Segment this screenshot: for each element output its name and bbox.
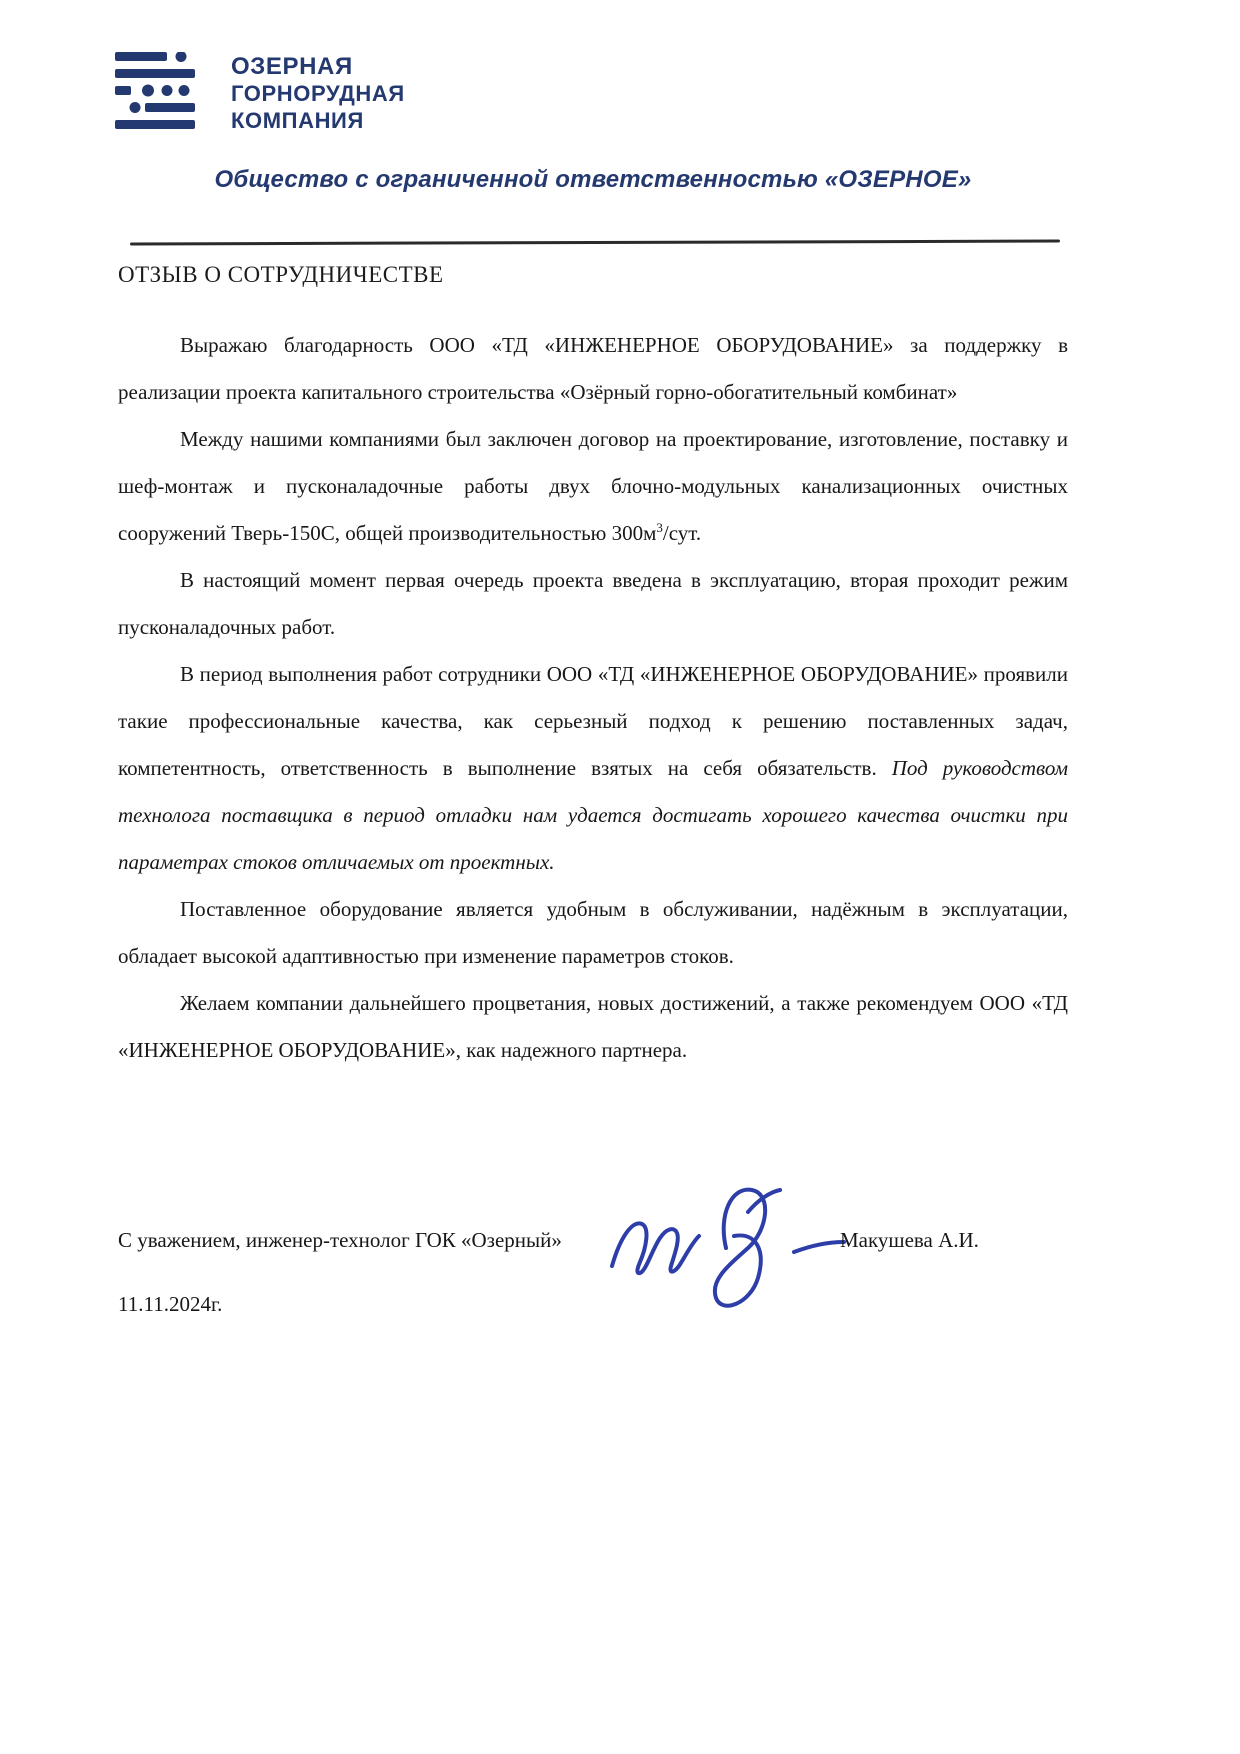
signature-closing: С уважением, инженер-технолог ГОК «Озерный»	[118, 1228, 562, 1252]
logo-line-1: ОЗЕРНАЯ	[231, 52, 353, 80]
paragraph-4-italic: Под руководством технолога поставщика в период отладки нам удается достигать хорошего качества очистки при параметрах стоков отличаемых от проектных.	[118, 756, 1068, 874]
paragraph-2	[118, 416, 1068, 557]
logo-wordmark	[231, 53, 405, 134]
paragraph-1: Выражаю благодарность ООО «ТД «ИНЖЕНЕРНОЕ ОБОРУДОВАНИЕ» за поддержку в реализации проекта капитального строительства «Озёрный горно-обогатительный комбинат»	[118, 333, 1068, 404]
letterhead	[115, 52, 405, 134]
paragraph-2-tail: /сут.	[662, 521, 702, 545]
morse-dots-dashes-logo-icon	[115, 52, 211, 134]
logo-line-3: КОМПАНИЯ	[231, 107, 364, 133]
superscript-3: 3	[656, 520, 663, 535]
paragraph-4-normal: В период выполнения работ сотрудники ООО «ТД «ИНЖЕНЕРНОЕ ОБОРУДОВАНИЕ» проявили такие профессиональные качества, как серьезный подход к решению поставленных задач, компетентность, ответственность в выполнение взятых на себя обязательств.	[118, 662, 1068, 780]
letter-date: 11.11.2024г.	[118, 1292, 223, 1316]
paragraph-4	[118, 651, 1068, 886]
letter-body	[118, 262, 1068, 1074]
paragraph-5: Поставленное оборудование является удобным в обслуживании, надёжным в эксплуатации, обладает высокой адаптивностью при изменение параметров стоков.	[118, 897, 1068, 968]
logo-line-2: ГОРНОРУДНАЯ	[231, 80, 405, 106]
document-heading: ОТЗЫВ О СОТРУДНИЧЕСТВЕ	[118, 262, 444, 287]
signatory-name: Макушева А.И.	[840, 1228, 979, 1252]
paragraph-3: В настоящий момент первая очередь проекта введена в эксплуатацию, вторая проходит режим пусконаладочных работ.	[118, 568, 1068, 639]
paragraph-6: Желаем компании дальнейшего процветания, новых достижений, а также рекомендуем ООО «ТД «ИНЖЕНЕРНОЕ ОБОРУДОВАНИЕ», как надежного партнера.	[118, 991, 1068, 1062]
org-title: Общество с ограниченной ответственностью «ОЗЕРНОЕ»	[214, 166, 972, 193]
header-divider	[130, 240, 1060, 246]
paragraph-2-text: Между нашими компаниями был заключен договор на проектирование, изготовление, поставку и шеф-монтаж и пусконаладочные работы двух блочно-модульных канализационных очистных сооружений Тверь-150С, общей производительностью 300м	[118, 427, 1068, 545]
